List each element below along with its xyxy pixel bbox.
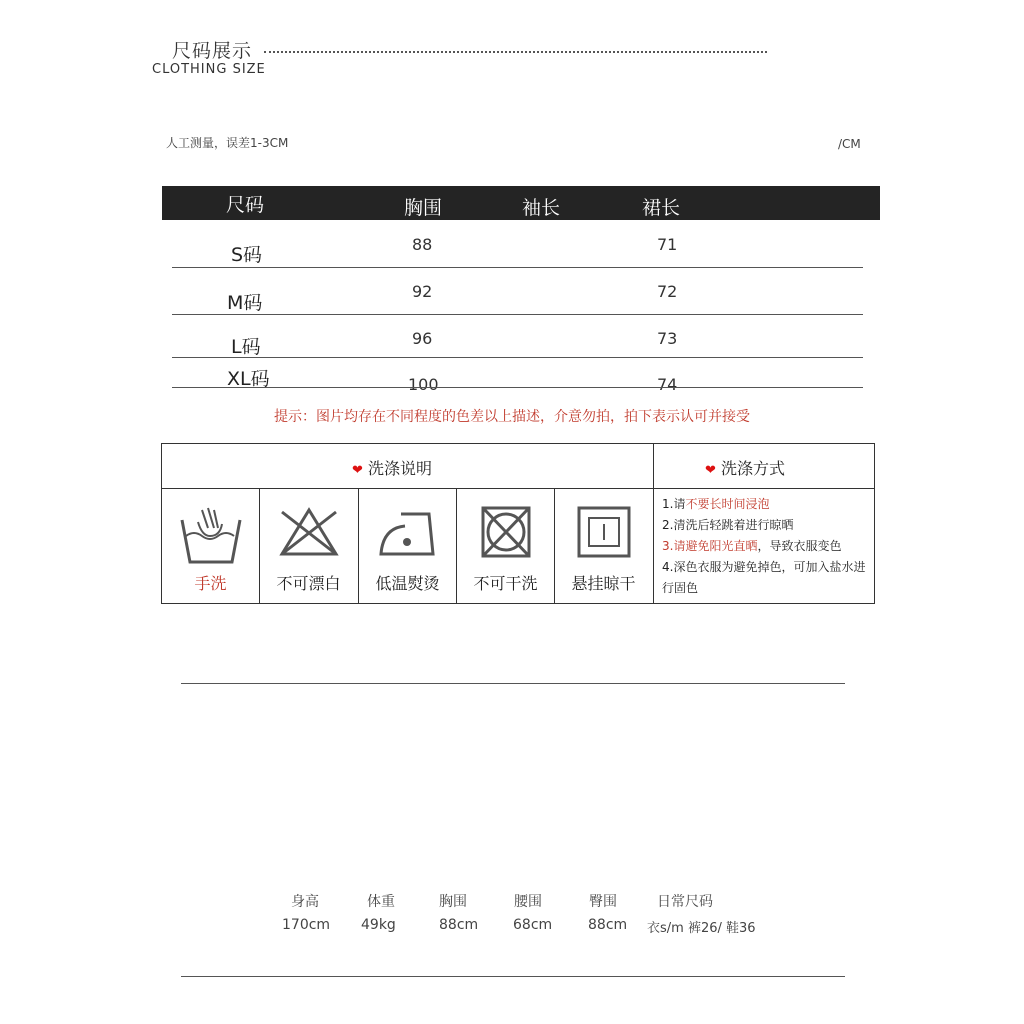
model-weight-label: 体重 <box>367 894 395 910</box>
care-item-3: 3.请避免阳光直晒，导致衣服变色 <box>662 539 842 553</box>
bust-value: 88 <box>412 235 433 254</box>
section-divider <box>181 683 845 684</box>
row-divider <box>172 314 863 315</box>
care-item-2: 2.清洗后轻跳着进行晾晒 <box>662 518 794 532</box>
bust-value: 100 <box>408 375 439 394</box>
hand-wash-icon <box>180 506 242 564</box>
row-divider <box>172 357 863 358</box>
wash-instructions-title: ❤ 洗涤说明 <box>352 459 433 478</box>
no-dry-clean-icon <box>475 506 537 558</box>
heart-icon: ❤ <box>352 463 363 478</box>
icon-label: 悬挂晾干 <box>571 574 636 593</box>
wash-method-title: ❤ 洗涤方式 <box>705 459 786 478</box>
header-sleeve: 袖长 <box>522 197 561 219</box>
icon-label: 不可漂白 <box>276 574 341 593</box>
length-value: 74 <box>657 375 678 394</box>
bust-value: 96 <box>412 329 433 348</box>
model-waist-label: 腰围 <box>514 894 542 910</box>
length-value: 73 <box>657 329 678 348</box>
hang-dry-cell <box>555 489 652 604</box>
heart-icon: ❤ <box>705 463 716 478</box>
size-table-header <box>162 186 880 220</box>
wash-divider <box>653 444 654 603</box>
page-subtitle: CLOTHING SIZE <box>152 62 266 77</box>
section-divider <box>181 976 845 977</box>
model-height-value: 170cm <box>282 917 331 933</box>
no-bleach-cell <box>260 489 357 604</box>
size-row-label: M码 <box>227 292 263 314</box>
model-bust-value: 88cm <box>439 917 479 933</box>
care-item-4: 4.深色衣服为避免掉色，可加入盐水进行固色 <box>662 560 866 595</box>
low-iron-icon <box>377 506 439 558</box>
model-hip-value: 88cm <box>588 917 628 933</box>
size-row-label: XL码 <box>227 368 270 390</box>
hang-dry-icon <box>573 506 635 558</box>
no-dry-clean-cell <box>457 489 554 604</box>
model-weight-value: 49kg <box>361 917 396 933</box>
length-value: 72 <box>657 282 678 301</box>
wash-divider <box>653 488 874 489</box>
unit-label: /CM <box>838 137 861 151</box>
row-divider <box>172 267 863 268</box>
icon-label: 不可干洗 <box>473 574 538 593</box>
size-row-label: S码 <box>231 244 263 266</box>
model-bust-label: 胸围 <box>439 894 467 910</box>
header-size: 尺码 <box>226 194 265 216</box>
care-item-1: 1.请不要长时间浸泡 <box>662 497 770 511</box>
row-divider <box>172 387 863 388</box>
title-dotted-line <box>264 51 767 53</box>
care-instructions <box>662 494 872 599</box>
header-length: 裙长 <box>642 197 681 219</box>
model-waist-value: 68cm <box>513 917 553 933</box>
color-difference-tip: 提示：图片均存在不同程度的色差以上描述，介意勿拍，拍下表示认可并接受 <box>274 409 750 425</box>
page-title: 尺码展示 <box>172 40 253 62</box>
size-row-label: L码 <box>231 336 261 358</box>
model-hip-label: 臀围 <box>589 894 617 910</box>
model-daily-size-value: 衣s/m 裤26/ 鞋36 <box>647 921 756 936</box>
hand-wash-cell <box>162 489 259 604</box>
model-height-label: 身高 <box>291 894 319 910</box>
header-bust: 胸围 <box>404 197 443 219</box>
no-bleach-icon <box>278 506 340 558</box>
length-value: 71 <box>657 235 678 254</box>
icon-label: 低温熨烫 <box>375 574 440 593</box>
icon-label: 手洗 <box>194 574 227 593</box>
low-iron-cell <box>359 489 456 604</box>
bust-value: 92 <box>412 282 433 301</box>
wash-care-table <box>161 443 875 604</box>
model-daily-size-label: 日常尺码 <box>657 894 713 910</box>
measurement-note: 人工测量，误差1-3CM <box>166 136 289 150</box>
